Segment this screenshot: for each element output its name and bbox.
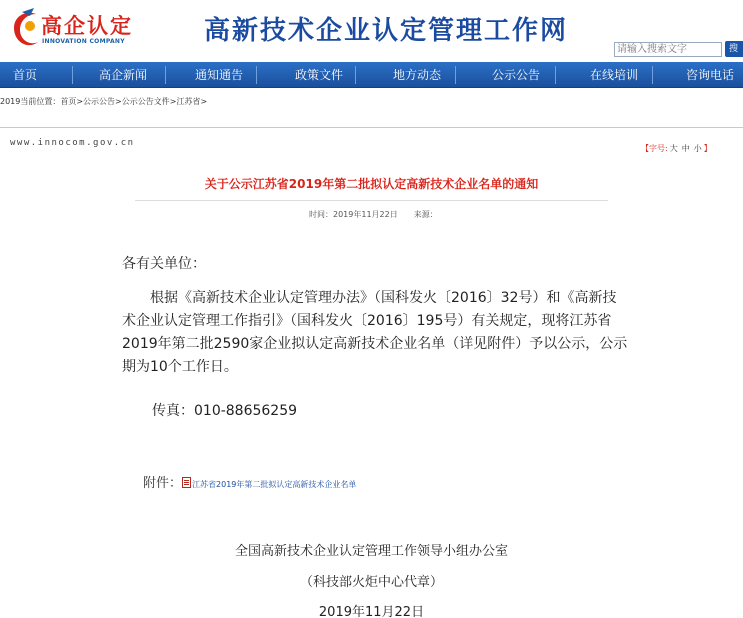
nav-divider xyxy=(72,66,73,84)
salutation: 各有关单位： xyxy=(122,256,206,272)
breadcrumb-path[interactable]: 首页>公示公告>公示公告文件>江苏省> xyxy=(60,97,208,106)
signature-seal: （科技部火炬中心代章） xyxy=(299,575,443,590)
font-size-large[interactable]: 大 xyxy=(669,144,678,153)
font-size-close: 】 xyxy=(703,144,712,153)
site-domain: www.innocom.gov.cn xyxy=(10,138,135,148)
article-meta xyxy=(309,209,454,220)
site-header xyxy=(0,0,743,62)
article-title: 关于公示江苏省2019年第二批拟认定高新技术企业名单的通知 xyxy=(204,177,539,191)
nav-divider xyxy=(256,66,257,84)
font-size-label: 【字号: xyxy=(641,144,668,153)
attachment xyxy=(143,472,356,491)
logo-subtext: INNOVATION COMPANY xyxy=(42,38,125,45)
font-size-control xyxy=(641,143,712,154)
nav-divider xyxy=(165,66,166,84)
breadcrumb xyxy=(0,96,207,107)
nav-item-notices[interactable]: 通知通告 xyxy=(195,68,244,82)
nav-item-training[interactable]: 在线培训 xyxy=(590,68,639,82)
signature-date: 2019年11月22日 xyxy=(318,605,425,618)
nav-item-policy[interactable]: 政策文件 xyxy=(295,68,344,82)
nav-item-public[interactable]: 公示公告 xyxy=(492,68,541,82)
title-divider xyxy=(135,200,608,201)
font-size-medium[interactable]: 中 xyxy=(681,144,690,153)
signature-office: 全国高新技术企业认定管理工作领导小组办公室 xyxy=(234,544,508,559)
nav-divider xyxy=(355,66,356,84)
site-title: 高新技术企业认定管理工作网 xyxy=(204,16,569,46)
nav-item-home[interactable]: 首页 xyxy=(13,68,38,82)
breadcrumb-prefix: 2019当前位置： xyxy=(0,97,61,106)
main-nav xyxy=(0,62,743,88)
font-size-small[interactable]: 小 xyxy=(693,144,702,153)
nav-item-local[interactable]: 地方动态 xyxy=(393,68,442,82)
fax-number: 传真：010-88656259 xyxy=(152,403,298,419)
article-paragraph: 根据《高新技术企业认定管理办法》（国科发火〔2016〕32号）和《高新技术企业认定管理工作指引》（国科发火〔2016〕195号）有关规定，现将江苏省2019年第二批2590家企业拟认定高新技术企业名单（详见附件）予以公示，公示期为10个工作日。 xyxy=(122,290,628,375)
search-button[interactable]: 搜 xyxy=(725,41,743,57)
document-icon xyxy=(182,477,191,488)
nav-divider xyxy=(555,66,556,84)
article-source: 来源： xyxy=(413,210,438,219)
attachment-link[interactable]: 江苏省2019年第二批拟认定高新技术企业名单 xyxy=(192,480,357,489)
attachment-label: 附件： xyxy=(143,476,183,491)
nav-divider xyxy=(455,66,456,84)
nav-item-news[interactable]: 高企新闻 xyxy=(99,68,148,82)
search-input[interactable]: 请输入搜索文字 xyxy=(614,42,722,57)
divider xyxy=(0,127,743,128)
article-time: 时间：2019年11月22日 xyxy=(309,210,398,219)
site-logo[interactable] xyxy=(8,6,133,50)
nav-item-contact[interactable]: 咨询电话 xyxy=(686,68,735,82)
nav-divider xyxy=(652,66,653,84)
logo-text: 高企认定 xyxy=(41,14,133,38)
